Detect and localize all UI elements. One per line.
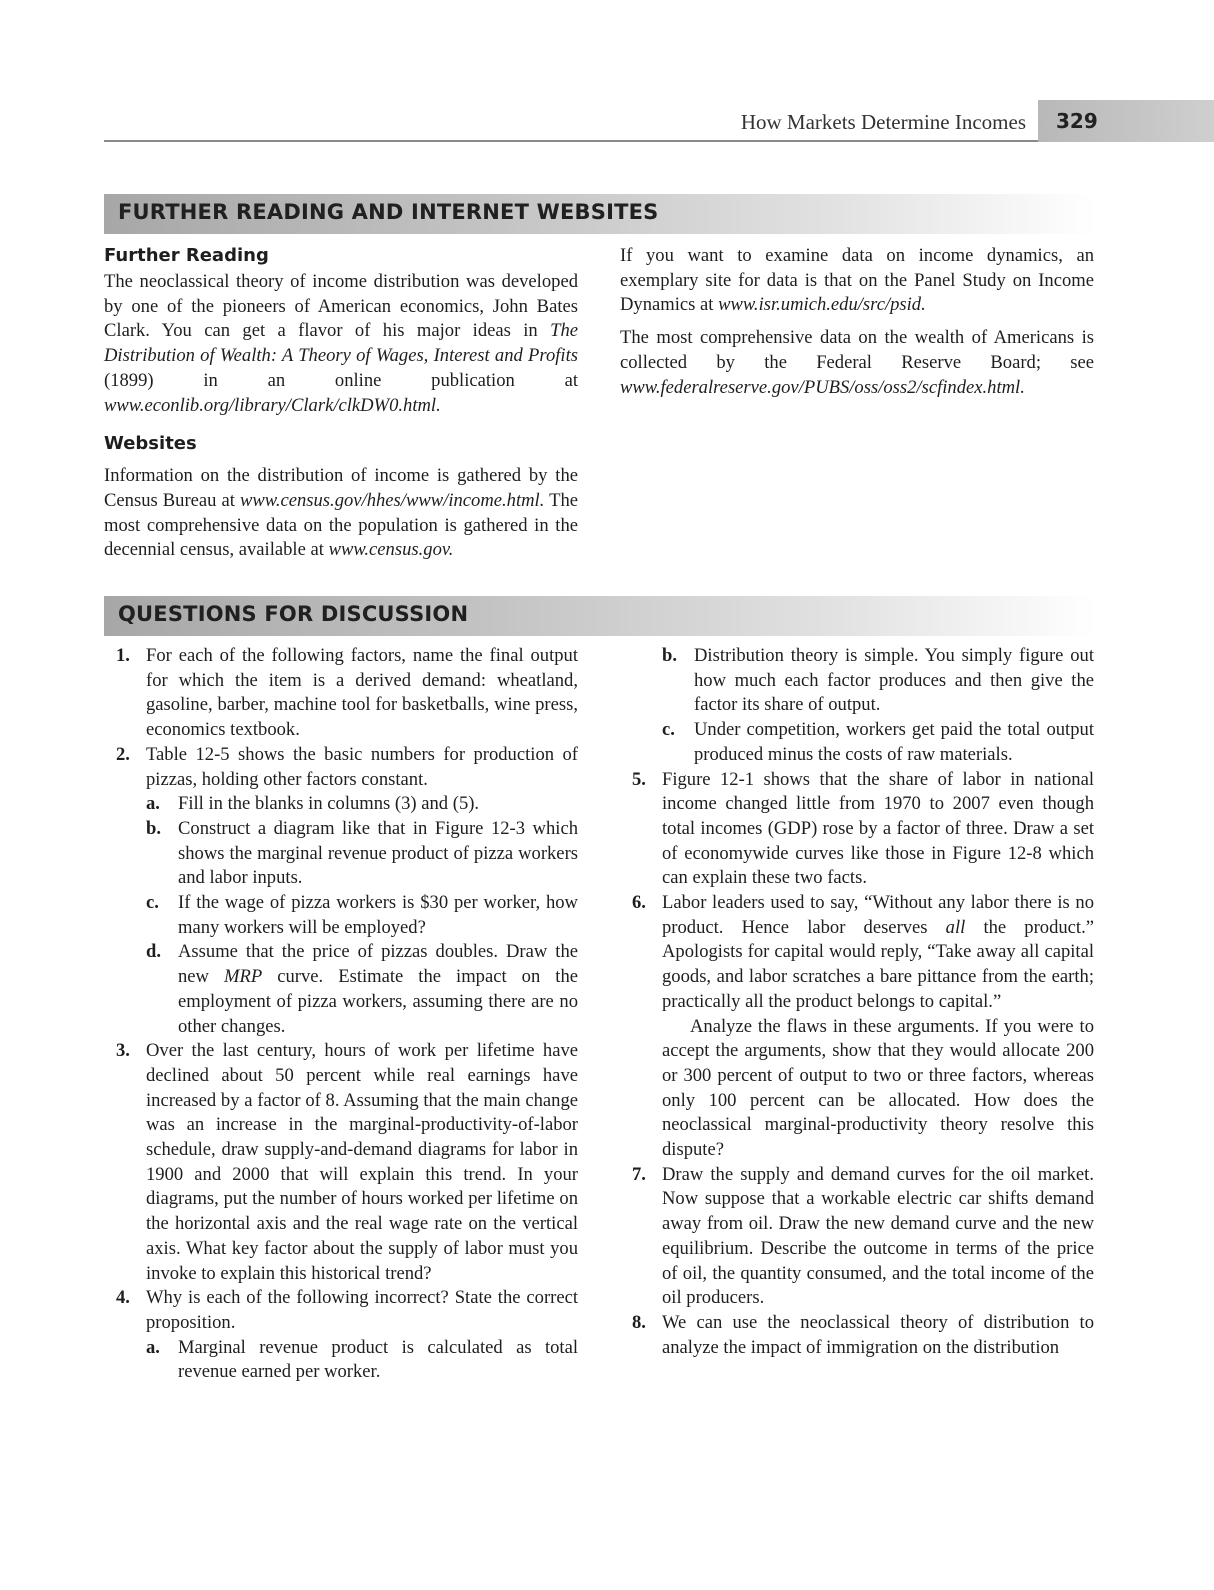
websites-paragraph-3 (620, 326, 1094, 400)
sub-letter: a. (146, 793, 160, 815)
question-4a (146, 1336, 578, 1385)
sub-letter: a. (146, 1336, 160, 1358)
emphasis-all: all (945, 916, 966, 938)
questions-heading-bar (104, 596, 1096, 636)
further-reading-right-column (620, 244, 1094, 408)
text: The most comprehensive data on the population is gathered in the decennial census, available at (104, 489, 578, 561)
question-text: For each of the following factors, name the final output for which the item is a derived demand: wheatland, gasoline, barber, machine tool for basketballs, wine press, economics textbook. (146, 645, 578, 741)
question-number: 4. (116, 1287, 130, 1309)
sub-letter: b. (662, 645, 677, 666)
question-2c (146, 891, 578, 940)
question-text: Draw the supply and demand curves for the oil market. Now suppose that a workable electric car shifts demand away from oil. Draw the new demand curve and the new equilibrium. Describe the outcome in terms of the price of oil, the quantity consumed, and the total income of the oil producers. (662, 1163, 1094, 1309)
url-link[interactable]: www.isr.umich.edu/src/psid. (718, 294, 926, 316)
running-head-title: How Markets Determine Incomes (740, 110, 1026, 134)
running-head (104, 100, 1214, 144)
url-link[interactable]: www.census.gov. (328, 539, 454, 561)
questions-left-column (104, 644, 578, 1385)
further-reading-heading-bar (104, 194, 1096, 234)
sub-letter: c. (662, 719, 675, 741)
sub-letter: d. (146, 941, 161, 963)
question-number: 6. (632, 892, 646, 914)
question-number: 7. (632, 1163, 646, 1185)
sub-text: Construct a diagram like that in Figure 12-3 which shows the marginal revenue product of pizza workers and labor inputs. (178, 817, 578, 889)
page-number: 329 (1056, 109, 1098, 133)
question-number: 2. (116, 743, 130, 765)
question-text: Figure 12-1 shows that the share of labor in national income changed little from 1970 to 2007 even though total incomes (GDP) rose by a factor of three. Draw a set of economywide curves like those in Figure 12-8 which can explain these two facts. (662, 768, 1094, 889)
sub-text: curve. Estimate the impact on the employment of pizza workers, assuming there are no other changes. (178, 966, 578, 1037)
text: If you want to examine data on income dynamics, an exemplary site for data is that on the Panel Study on Income Dynamics at (620, 245, 1094, 316)
header-rule (104, 140, 1038, 142)
sub-letter: b. (146, 817, 161, 839)
mrp-term: MRP (224, 966, 263, 988)
question-text: Why is each of the following incorrect? State the correct proposition. (146, 1287, 578, 1333)
question-text: the product.” Apologists for capital would reply, “Take away all capital goods, and labor scratches a bare pittance from the earth; practically all the product belongs to capital.” (662, 916, 1094, 1012)
sub-text: Assume that the price of pizzas doubles. Draw the new (178, 941, 578, 988)
question-2b (146, 817, 578, 891)
question-2a (146, 792, 578, 817)
question-text: Labor leaders used to say, “Without any labor there is no product. Hence labor deserves (662, 892, 1094, 938)
questions-heading: QUESTIONS FOR DISCUSSION (118, 602, 469, 626)
question-text: Over the last century, hours of work per lifetime have declined about 50 percent while real earnings have increased by a factor of 8. Assuming that the main change was an increase in the marginal-productivity-of-labor schedule, draw supply-and-demand diagrams for labor in 1900 and 2000 that will explain this trend. In your diagrams, put the number of hours worked per lifetime on the horizontal axis and the real wage rate on the vertical axis. What key factor about the supply of labor must you invoke to explain this historical trend? (146, 1040, 578, 1284)
text: Information on the distribution of income is gathered by the Census Bureau at (104, 465, 578, 511)
question-2 (104, 743, 578, 1039)
question-number: 8. (632, 1311, 646, 1333)
question-7 (620, 1163, 1094, 1311)
sub-text: Distribution theory is simple. You simply figure out how much each factor produces and then give the factor its share of output. (694, 645, 1094, 716)
question-text: Table 12-5 shows the basic numbers for production of pizzas, holding other factors constant. (146, 743, 578, 790)
sub-text: If the wage of pizza workers is $30 per worker, how many workers will be employed? (178, 892, 578, 938)
url-link[interactable]: www.econlib.org/library/Clark/clkDW0.html. (104, 394, 441, 416)
book-title: The Distribution of Wealth: A Theory of Wages, Interest and Profits (104, 320, 578, 367)
question-6 (620, 891, 1094, 1163)
url-link[interactable]: www.census.gov/hhes/www/income.html. (240, 489, 545, 511)
websites-paragraph-1 (104, 464, 578, 563)
websites-subhead: Websites (104, 433, 197, 455)
question-number: 1. (116, 645, 130, 666)
sub-text: Under competition, workers get paid the total output produced minus the costs of raw materials. (694, 719, 1094, 765)
further-reading-paragraph (104, 270, 578, 418)
further-reading-subhead: Further Reading (104, 245, 269, 266)
sub-text: Fill in the blanks in columns (3) and (5). (178, 793, 480, 815)
question-text-continued: Analyze the flaws in these arguments. If you were to accept the arguments, show that they would allocate 200 or 300 percent of output to two or three factors, whereas only 100 percent can be allocated. How does the neoclassical marginal-productivity theory resolve this dispute? (662, 1015, 1094, 1161)
question-5 (620, 768, 1094, 892)
url-link[interactable]: www.federalreserve.gov/PUBS/oss/oss2/scfindex.html. (620, 376, 1025, 398)
question-2d (146, 940, 578, 1039)
further-reading-heading: FURTHER READING AND INTERNET WEBSITES (118, 200, 659, 224)
question-4c (662, 718, 1094, 767)
question-8 (620, 1311, 1094, 1360)
further-reading-left-column (104, 244, 578, 571)
websites-paragraph-2 (620, 244, 1094, 318)
question-3 (104, 1039, 578, 1286)
text: (1899) in an online publication at (104, 369, 578, 391)
question-number: 3. (116, 1040, 130, 1062)
page-number-box (1038, 100, 1214, 142)
sub-letter: c. (146, 892, 159, 914)
question-text: We can use the neoclassical theory of distribution to analyze the impact of immigration on the distribution (662, 1311, 1094, 1358)
text: The neoclassical theory of income distribution was developed by one of the pioneers of American economics, John Bates Clark. You can get a flavor of his major ideas in (104, 271, 578, 342)
text: The most comprehensive data on the wealth of Americans is collected by the Federal Reserve Board; see (620, 327, 1094, 373)
question-number: 5. (632, 768, 646, 790)
sub-text: Marginal revenue product is calculated as total revenue earned per worker. (178, 1336, 578, 1383)
question-4b (662, 644, 1094, 718)
question-4 (104, 1286, 578, 1385)
question-1 (104, 644, 578, 743)
questions-right-column (620, 644, 1094, 1360)
